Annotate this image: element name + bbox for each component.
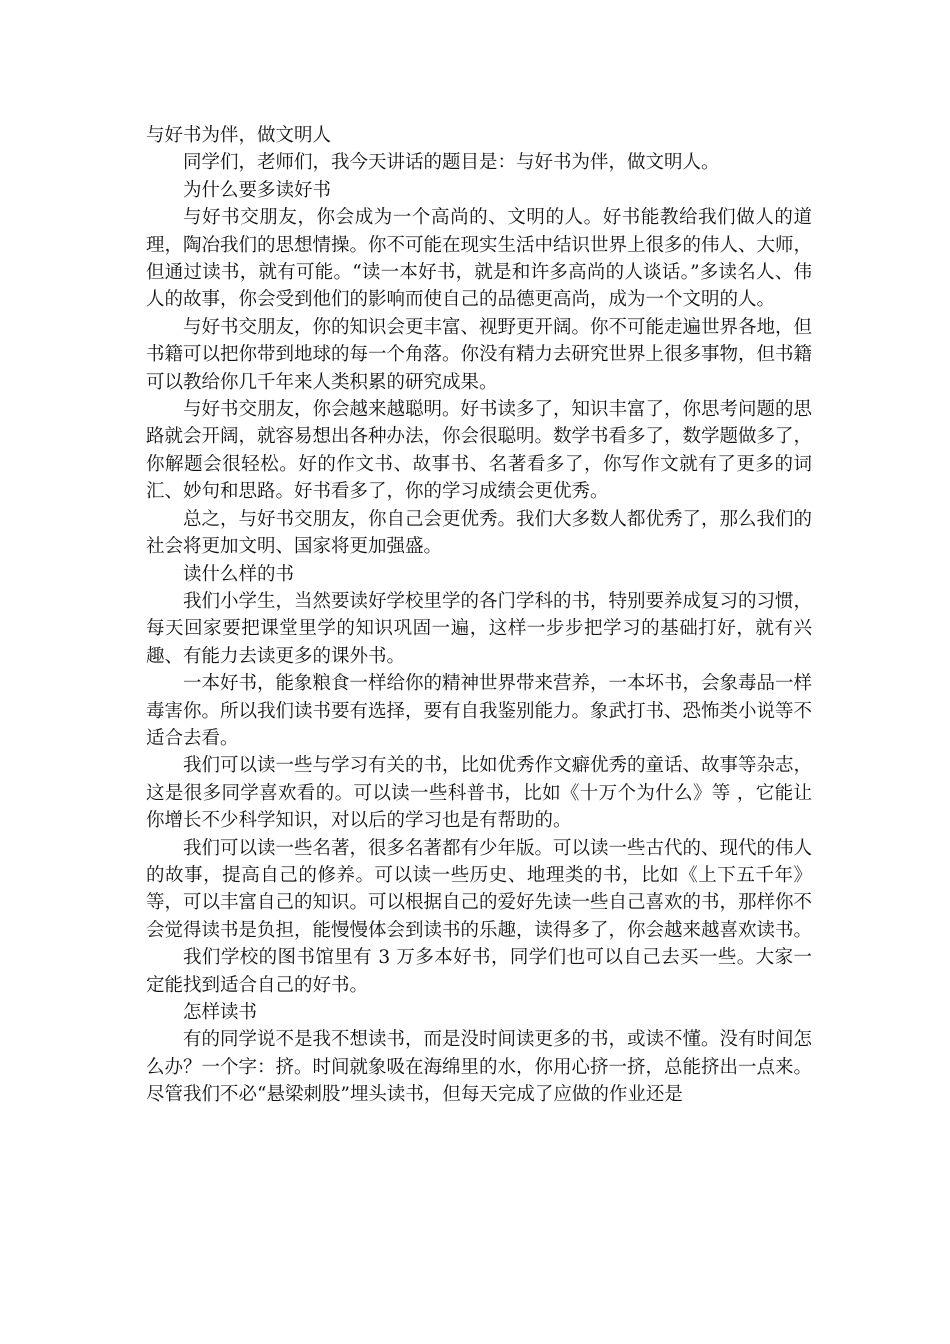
paragraph: 我们小学生，当然要读好学校里学的各门学科的书，特别要养成复习的习惯，每天回家要把课堂里学的知识巩固一遍，这样一步步把学习的基础打好，就有兴趣、有能力去读更多的课外书。: [146, 590, 813, 667]
paragraph: 我们可以读一些与学习有关的书，比如优秀作文癖优秀的童话、故事等杂志，这是很多同学喜欢看的。可以读一些科普书，比如《十万个为什么》等 ，它能让你增长不少科学知识，对以后的学习也是有帮助的。: [146, 755, 813, 832]
paragraph: 总之，与好书交朋友，你自己会更优秀。我们大多数人都优秀了，那么我们的社会将更加文明、国家将更加强盛。: [146, 508, 813, 558]
section-heading-why-read: 为什么要多读好书: [183, 179, 332, 201]
paragraph: 我们可以读一些名著，很多名著都有少年版。可以读一些古代的、现代的伟人的故事，提高自己的修养。可以读一些历史、地理类的书，比如《上下五千年》等，可以丰富自己的知识。可以根据自己的爱好先读一些自己喜欢的书，那样你不会觉得读书是负担，能慢慢体会到读书的乐趣，读得多了，你会越来越喜欢读书。: [146, 837, 813, 941]
paragraph: 与好书交朋友，你的知识会更丰富、视野更开阔。你不可能走遍世界各地，但书籍可以把你带到地球的每一个角落。你没有精力去研究世界上很多事物，但书籍可以教给你几千年来人类积累的研究成果。: [146, 316, 813, 393]
paragraph: 有的同学说不是我不想读书，而是没时间读更多的书，或读不懂。没有时间怎么办？一个字：挤。时间就象吸在海绵里的水，你用心挤一挤，总能挤出一点来。尽管我们不必“悬梁刺股”埋头读书，但每天完成了应做的作业还是: [146, 1029, 813, 1106]
paragraph: 与好书交朋友，你会越来越聪明。好书读多了，知识丰富了，你思考问题的思路就会开阔，就容易想出各种办法，你会很聪明。数学书看多了，数学题做多了，你解题会很轻松。好的作文书、故事书、名著看多了，你写作文就有了更多的词汇、妙句和思路。好书看多了，你的学习成绩会更优秀。: [146, 399, 813, 503]
paragraph: 一本好书，能象粮食一样给你的精神世界带来营养，一本坏书，会象毒品一样毒害你。所以我们读书要有选择，要有自我鉴别能力。象武打书、恐怖类小说等不适合去看。: [146, 673, 813, 749]
document-title: 与好书为伴，做文明人: [146, 125, 332, 146]
section-heading-what-to-read: 读什么样的书: [183, 563, 295, 585]
section-heading-how-to-read: 怎样读书: [183, 1002, 258, 1023]
paragraph: 我们学校的图书馆里有 3 万多本好书，同学们也可以自己去买一些。大家一定能找到适合自己的好书。: [146, 947, 812, 996]
paragraph-greeting: 同学们，老师们，我今天讲话的题目是：与好书为伴，做文明人。: [183, 152, 720, 174]
paragraph: 与好书交朋友，你会成为一个高尚的、文明的人。好书能教给我们做人的道理，陶冶我们的思想情操。你不可能在现实生活中结识世界上很多的伟人、大师，但通过读书，就有可能。“读一本好书，就是和许多高尚的人谈话。”多读名人、伟人的故事，你会受到他们的影响而使自己的品德更高尚，成为一个文明的人。: [146, 207, 813, 311]
document-page: [146, 122, 812, 1109]
